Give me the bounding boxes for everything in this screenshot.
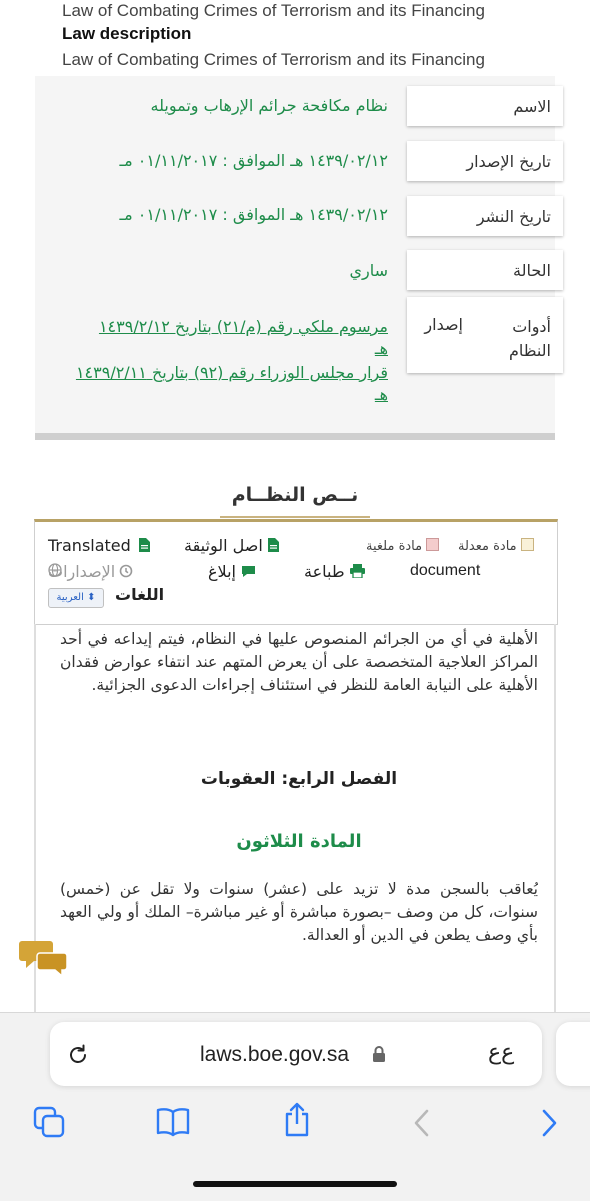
- royal-decree-link-cont[interactable]: هـ: [374, 339, 388, 358]
- paragraph-continuation: الأهلية في أي من الجرائم المنصوص عليها في النظام، فيتم إيداعه في أحد المراكز العلاجية المتخصصة على أن يعرض المتهم عند انتفاء عوارض فقدان الأهلية على النيابة العامة للنظر في استئناف إجراءات الدعوى الجزائية.: [60, 630, 538, 694]
- languages-label: اللغات: [115, 585, 165, 604]
- legend-amended: [458, 538, 534, 554]
- system-tools-label-line1: أدوات: [512, 317, 551, 336]
- royal-decree-link[interactable]: [99, 317, 388, 336]
- law-content: [60, 624, 538, 1014]
- language-select[interactable]: [48, 588, 104, 608]
- issue-date-label: تاريخ الإصدار: [407, 141, 563, 181]
- law-description-label: Law description: [62, 24, 192, 43]
- share-icon: [283, 1102, 311, 1138]
- tabs-icon: [33, 1106, 65, 1138]
- forward-button[interactable]: [541, 1108, 559, 1142]
- chat-button[interactable]: [18, 938, 70, 982]
- history-icon: [119, 564, 133, 578]
- globe-icon-wrap: [48, 562, 62, 581]
- system-tools-label-box: [407, 297, 563, 373]
- amended-swatch: [521, 538, 534, 551]
- document-label[interactable]: document: [410, 562, 481, 579]
- article-text: يُعاقب بالسجن مدة لا تزيد على (عشر) سنوات ولا تقل عن (خمس) سنوات، كل من وصف –بصورة مباشرة أو غير مباشرة– الملك أو ولي العهد بأي وصف يطعن في الدين أو العدالة.: [60, 880, 538, 944]
- heading-underline: [220, 516, 370, 518]
- status-label: الحالة: [407, 250, 563, 290]
- bookmarks-button[interactable]: [156, 1107, 190, 1141]
- next-tab-preview[interactable]: [556, 1022, 590, 1086]
- url-text[interactable]: laws.boe.gov.sa: [200, 1043, 350, 1066]
- law-description-value: Law of Combating Crimes of Terrorism and its Financing: [62, 50, 485, 69]
- print-button[interactable]: [304, 562, 365, 581]
- info-panel-bottom-bar: [35, 433, 555, 440]
- share-button[interactable]: [283, 1102, 311, 1142]
- comment-icon: [241, 565, 256, 578]
- document-icon: [268, 538, 279, 552]
- article-title: المادة الثلاثون: [236, 831, 362, 852]
- legend-amended-label: مادة معدلة: [458, 539, 517, 554]
- content-border-right: [554, 624, 556, 1014]
- original-document-link[interactable]: [184, 536, 279, 555]
- name-label: الاسم: [407, 86, 563, 126]
- home-indicator: [193, 1181, 397, 1187]
- status-value: ساري: [349, 261, 388, 280]
- law-name-en: Law of Combating Crimes of Terrorism and its Financing: [62, 1, 485, 20]
- translated-label[interactable]: Translated: [48, 536, 131, 555]
- report-button[interactable]: [208, 562, 256, 581]
- tabs-button[interactable]: [33, 1106, 65, 1142]
- chat-bubbles-icon: [18, 938, 70, 978]
- tools-issue-label: إصدار: [424, 315, 463, 334]
- print-icon: [350, 564, 365, 578]
- legend-repealed-label: مادة ملغية: [366, 539, 423, 554]
- book-icon: [156, 1107, 190, 1137]
- repealed-swatch: [426, 538, 439, 551]
- page-settings-button[interactable]: ﻉﻉ: [488, 1040, 515, 1065]
- translated-link[interactable]: [48, 536, 150, 555]
- reload-icon: [66, 1043, 90, 1067]
- lock-icon-wrap: [372, 1045, 386, 1067]
- language-selected[interactable]: العربية: [56, 592, 84, 603]
- back-button[interactable]: [412, 1108, 430, 1142]
- chevron-left-icon: [412, 1108, 430, 1138]
- print-label[interactable]: طباعة: [304, 562, 345, 581]
- publish-date-label: تاريخ النشر: [407, 196, 563, 236]
- cabinet-decision-link[interactable]: قرار مجلس الوزراء رقم (٩٢) بتاريخ ١٤٣٩/٢/١١: [75, 363, 388, 382]
- original-document-label[interactable]: اصل الوثيقة: [184, 536, 263, 555]
- versions-label[interactable]: الإصدارات: [48, 562, 116, 581]
- chapter-title: الفصل الرابع: العقوبات: [200, 769, 398, 789]
- royal-decree-link-line1[interactable]: مرسوم ملكي رقم (م/٢١) بتاريخ ١٤٣٩/٢/١٢: [98, 317, 388, 336]
- system-tools-label-line2: النظام: [508, 341, 551, 360]
- chevron-updown-icon: ⬍: [87, 592, 96, 603]
- publish-date-value: ١٤٣٩/٠٢/١٢ هـ الموافق : ٠١/١١/٢٠١٧ مـ: [119, 205, 388, 224]
- law-text-heading: نــص النظــام: [231, 484, 359, 506]
- issue-date-value: ١٤٣٩/٠٢/١٢ هـ الموافق : ٠١/١١/٢٠١٧ مـ: [119, 151, 388, 170]
- chevron-right-icon: [541, 1108, 559, 1138]
- legend-repealed: [366, 538, 439, 554]
- name-value: نظام مكافحة جرائم الإرهاب وتمويله: [150, 96, 388, 115]
- document-icon: [139, 538, 150, 552]
- system-tools-label: [509, 315, 551, 363]
- reload-button[interactable]: [66, 1043, 90, 1071]
- cabinet-decision-link-cont[interactable]: هـ: [374, 385, 388, 404]
- globe-icon: [48, 563, 62, 577]
- lock-icon: [372, 1045, 386, 1063]
- report-label[interactable]: إبلاغ: [208, 562, 236, 581]
